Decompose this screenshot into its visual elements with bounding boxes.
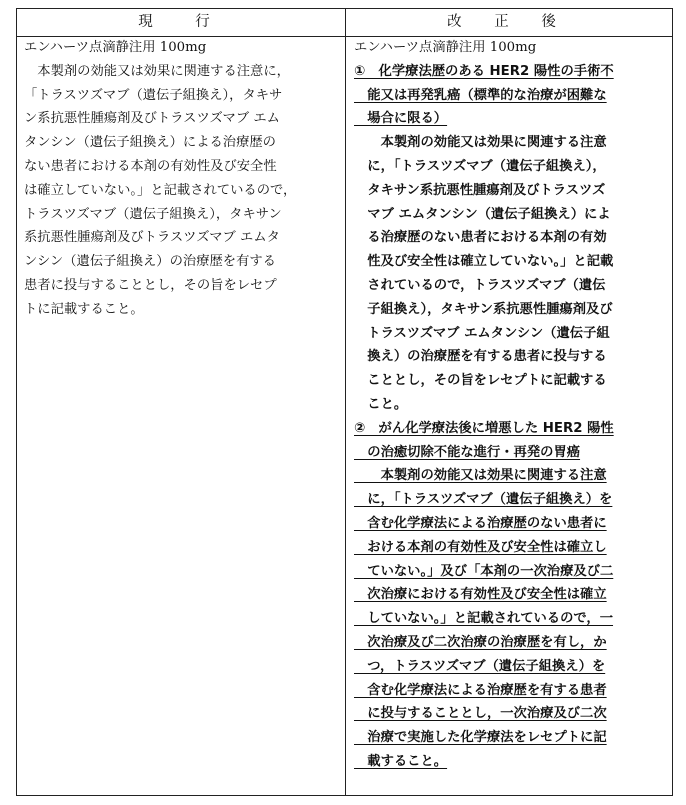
revised-line: 次治療における有効性及び安全性は確立	[354, 587, 607, 603]
revised-line: 本製剤の効能又は効果に関連する注意	[354, 468, 607, 484]
current-line: トラスツズマブ（遺伝子組換え），タキサン	[24, 206, 282, 222]
current-line: は確立していない。」と記載されているので，	[24, 182, 297, 198]
header-current: 現 行	[138, 14, 224, 30]
revised-line: ていない。」及び「本剤の一次治療及び二	[354, 563, 614, 579]
revised-line: トラスツズマブ エムタンシン（遺伝子組	[354, 325, 610, 341]
revised-title: エンハーツ点滴静注用 100mg	[354, 40, 537, 55]
header-revised: 改 正 後	[447, 14, 570, 30]
current-line: 患者に投与することとし，その旨をレセプ	[24, 277, 277, 293]
revised-line: 能又は再発乳癌（標準的な治療が困難な	[354, 87, 607, 103]
revised-line: 含む化学療法による治療歴を有する患者	[354, 682, 607, 698]
current-line: 系抗悪性腫瘍剤及びトラスツズマブ エムタ	[24, 230, 280, 246]
comparison-table	[16, 8, 673, 796]
revised-line: 換え）の治療歴を有する患者に投与する	[354, 349, 607, 365]
revised-line: に，「トラスツズマブ（遺伝子組換え）を	[354, 492, 613, 508]
revised-line: 場合に限る）	[354, 111, 448, 127]
revised-line: の治癒切除不能な進行・再発の胃癌	[354, 444, 581, 460]
revised-line: こと。	[354, 396, 408, 412]
revised-line: つ，トラスツズマブ（遺伝子組換え）を	[354, 658, 606, 674]
revised-line: 子組換え），タキサン系抗悪性腫瘍剤及び	[354, 301, 613, 317]
revised-line: ① 化学療法歴のある HER2 陽性の手術不	[354, 63, 614, 79]
current-line: ない患者における本剤の有効性及び安全性	[24, 158, 277, 174]
revised-line: こととし，その旨をレセプトに記載する	[354, 373, 607, 389]
revised-line: していない。」と記載されているので，一	[354, 611, 614, 627]
revised-line: 載すること。	[354, 753, 448, 769]
current-line: タンシン（遺伝子組換え）による治療歴の	[24, 135, 276, 151]
revised-line: タキサン系抗悪性腫瘍剤及びトラスツズ	[354, 182, 606, 198]
revised-line: に，「トラスツズマブ（遺伝子組換え），	[354, 158, 606, 174]
revised-line: 次治療及び二次治療の治療歴を有し，か	[354, 634, 607, 650]
revised-line: る治療歴のない患者における本剤の有効	[354, 230, 607, 246]
current-line: 「トラスツズマブ（遺伝子組換え），タキサ	[24, 87, 283, 103]
current-line: 本製剤の効能又は効果に関連する注意に，	[24, 63, 290, 79]
current-line: ン系抗悪性腫瘍剤及びトラスツズマブ エム	[24, 111, 280, 127]
revised-line: マブ エムタンシン（遺伝子組換え）によ	[354, 206, 611, 222]
revised-line: に投与することとし，一次治療及び二次	[354, 706, 607, 722]
revised-line: 治療で実施した化学療法をレセプトに記	[354, 730, 607, 746]
revised-line: されているので，トラスツズマブ（遺伝	[354, 277, 606, 293]
current-line: トに記載すること。	[24, 301, 144, 317]
current-line: ンシン（遺伝子組換え）の治療歴を有する	[24, 254, 276, 270]
revised-column	[354, 36, 670, 774]
revised-line: 本製剤の効能又は効果に関連する注意	[354, 135, 607, 151]
revised-line: ② がん化学療法後に増悪した HER2 陽性	[354, 420, 614, 436]
revised-line: 性及び安全性は確立していない。」と記載	[354, 254, 614, 270]
current-line: エンハーツ点滴静注用 100mg	[24, 40, 207, 55]
column-divider	[345, 9, 346, 795]
current-column	[24, 36, 340, 322]
revised-line: 含む化学療法による治療歴のない患者に	[354, 515, 607, 531]
revised-line: おける本剤の有効性及び安全性は確立し	[354, 539, 607, 555]
